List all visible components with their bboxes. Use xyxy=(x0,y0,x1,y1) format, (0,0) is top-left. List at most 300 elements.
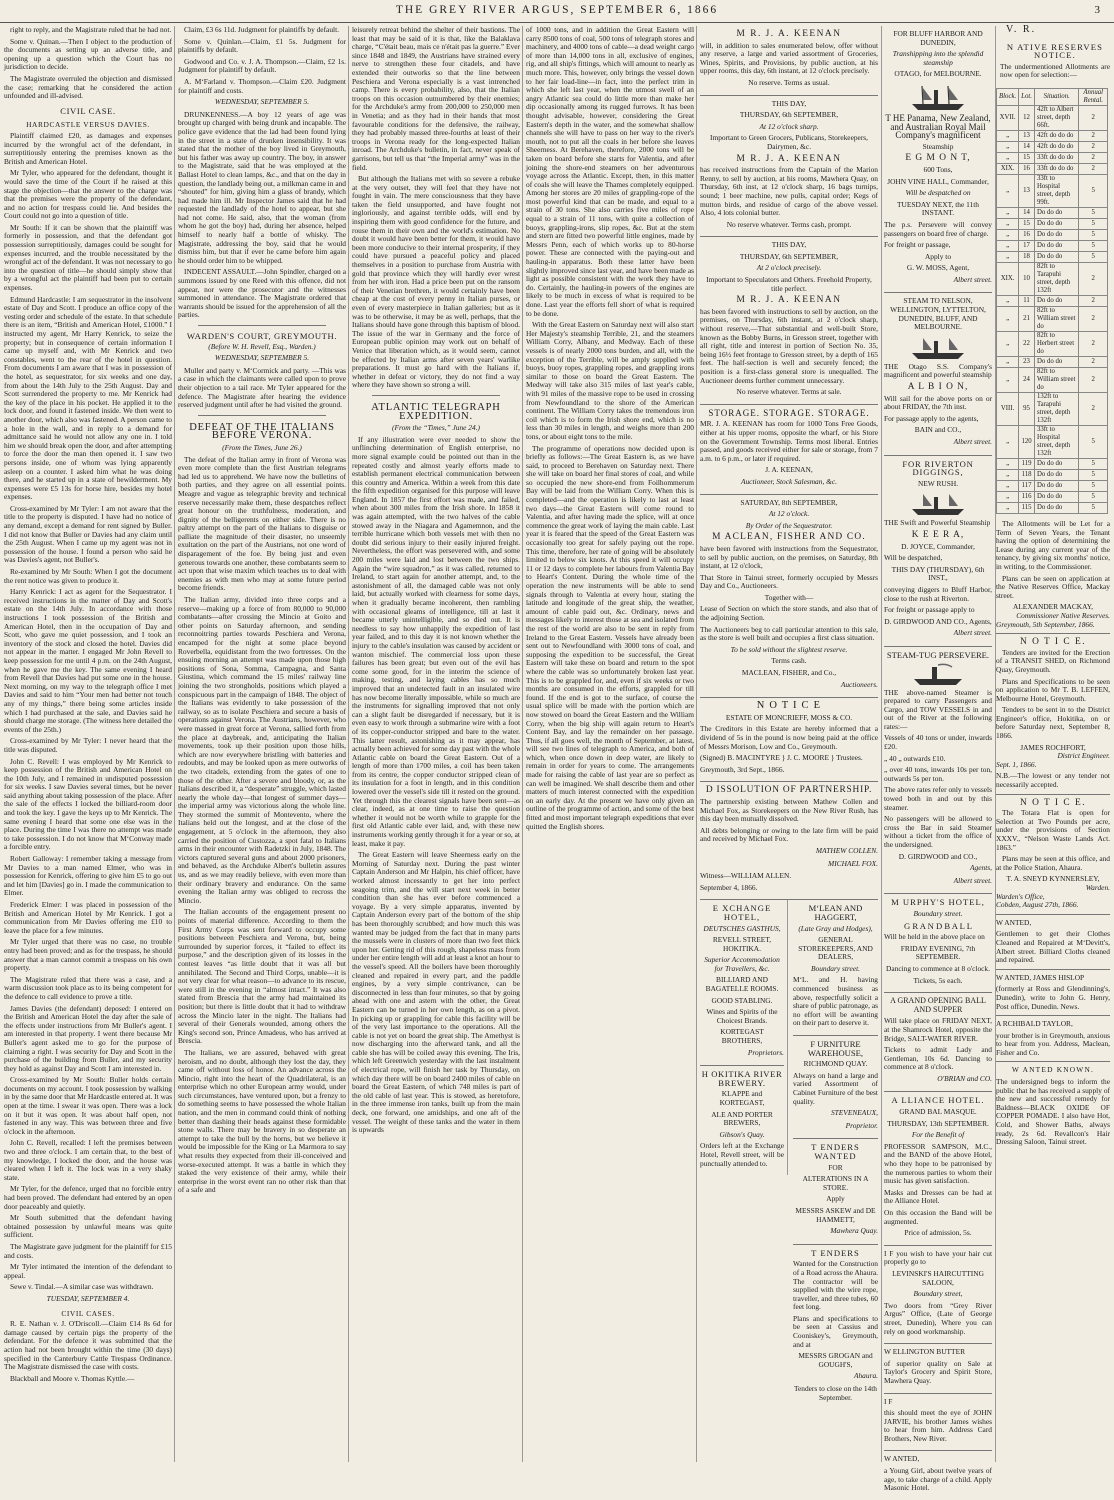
cell-rental: 5 xyxy=(1079,219,1108,230)
cell-block: „ xyxy=(997,142,1019,153)
section-heading: CIVIL CASE. xyxy=(60,105,116,116)
cell-lot: 16 xyxy=(1019,164,1035,175)
paragraph: DRUNKENNESS.—A boy 12 years of age was brought up charged with being drunk and incapable. The police gave evidence that the lad had been found lying in the street in a state of drunken insensibility. It was stated that the mother of the boy lived in Greymouth, but his father was away up country. The boy, in answer to the Magistrate, said that he was employed at the Ballast Hotel to clean lamps, &c., and that on the day in question, the landlady being out, a milkman came in and “shouted” for him, giving him a glass of brandy, which had made him ill. Mr Inspector James said that he had requested the landlady of the hotel to appear, but she had not come. He said, also, that the woman (from whom he got the boy) had, during her absence, helped himself to nearly half a bottle of whisky. The Magistrate, addressing the boy, said that he would dismiss him, but that if ever he came before him again he should order him to be whipped. xyxy=(178,109,346,265)
cell-block: „ xyxy=(997,296,1019,307)
ad-body: THE above-named Steamer is prepared to carry Passengers and Cargo, and TOW VESSELS in and out of the River at the following rates:— xyxy=(884,687,992,731)
ad-date: Sept. 1, 1866. xyxy=(996,759,1037,769)
cell-lot: 14 xyxy=(1019,208,1035,219)
rate-line: Vessels of 40 tons or under, inwards £20. xyxy=(884,733,992,752)
ad-signature: D. GIRDWOOD AND CO., Agents, xyxy=(884,616,992,626)
paragraph: John C. Revell, recalled: I left the premises between two and three o'clock. I am certain that, to the best of my knowledge, I locked the door, and the house was cleared when I left it. The lock was in a very shaky state. xyxy=(4,1138,172,1182)
ad-subtitle: ESTATE OF MONCRIEFF, MOSS & CO. xyxy=(725,712,853,722)
table-row xyxy=(997,459,1108,470)
table-row xyxy=(997,296,1108,307)
column-header-lot: Lot. xyxy=(1019,89,1035,106)
table-row xyxy=(997,164,1108,175)
ad-body: Orders left at the Exchange Hotel, Revell street, will be punctually attended to. xyxy=(700,1141,784,1168)
ad-date: TUESDAY NEXT, the 11th INSTANT. xyxy=(897,199,979,218)
ad-title: F URNITURE WAREHOUSE, xyxy=(807,1039,864,1058)
ad-title: W ANTED, JAMES HISLOP xyxy=(996,972,1085,982)
cell-lot: 115 xyxy=(1019,503,1035,514)
hotel-advertisement xyxy=(700,900,784,1066)
ad-body: On this occasion the Band will be augmented. xyxy=(884,1208,992,1226)
cell-lot: 118 xyxy=(1019,470,1035,481)
reserves-table-wrapper xyxy=(996,88,1110,1150)
cell-rental: 5 xyxy=(1079,230,1108,241)
cell-rental: 5 xyxy=(1079,492,1108,503)
ad-body: Together with— xyxy=(764,592,814,602)
ad-signature: J. A. KEENAN, xyxy=(765,465,813,475)
table-row xyxy=(997,142,1108,153)
paragraph: A. M‘Farland v. Thompson.—Claim £20. Judgment for plaintiff and costs. xyxy=(178,76,346,95)
cell-lot: 14 xyxy=(1019,142,1035,153)
ad-title: STORAGE. STORAGE. STORAGE. xyxy=(708,407,870,418)
cell-situation: Do do do xyxy=(1034,252,1078,263)
table-row xyxy=(997,470,1108,481)
ad-title: W ANTED KNOWN. xyxy=(1011,1065,1095,1075)
cell-rental: 5 xyxy=(1079,459,1108,470)
cell-situation: Do do do xyxy=(1034,230,1078,241)
paragraph: Edmund Hardcastle: I am sequestrator in the insolvent estate of Day and Scott. I produce an office copy of the vesting order and schedule of the estate. In that schedule there is an item, “British and American Hotel, £1000.” I instructed my agent, Mr Harry Kenrick, to seize the property; but in consequence of certain information I came up myself and, with Mr Kenrick and two constables, went to the rear of the hotel in question. From documents I am aware that I was in possession of the hotel, as sequestrator, for six weeks and one day, from about the 14th July to the 25th August. Day and Scott surrendered the property to me. Mr Kenrick had the key of the place in his pocket. He applied it to the lock door, and found it fastened inside. We then went to another door, which also was fastened. A person came to a hole in the wall, and in reply to a demand for admittance said he would not allow any one in. I told him we should break open the door, and after attempting to force the door the man then opened it. I saw two persons inside, one of whom was lying apparently asleep on a counter. I asked him what he was doing there, and he started up in a state of bewilderment. My expenses were £5 13s for horse hire, besides my hotel expenses. xyxy=(4,294,172,502)
paragraph: Godwood and Co. v. J. A. Thompson.—Claim, £2 1s. Judgment for plaintiff by default. xyxy=(178,56,346,75)
section-heading: CIVIL CASES. xyxy=(61,1308,115,1318)
road-tenders-advertisement xyxy=(793,1245,878,1410)
ad-body: Tickets to admit Lady and Gentleman, 10s 6d. Dancing to commence at 8 o'clock. xyxy=(884,1045,992,1072)
cell-rental: 2 xyxy=(1079,332,1108,357)
ad-body: this should meet the eye of JOHN JARVIE, his brother James wishes to hear from him. Address Card Brothers, New River. xyxy=(884,1408,992,1443)
ad-body: For freight or passage apply to xyxy=(884,605,975,615)
cell-situation: Do do do xyxy=(1034,208,1078,219)
cell-rental: 5 xyxy=(1079,426,1108,459)
ad-title: STEAM-TUG PERSEVERE. xyxy=(886,649,990,660)
cell-block: „ xyxy=(997,219,1019,230)
dateline: TUESDAY, SEPTEMBER 4. xyxy=(46,1293,130,1303)
ad-body: your brother is in Greymouth, anxious to hear from you. Address, Maclean, Fisher and Co. xyxy=(996,1030,1110,1057)
article-source: (From the “Times,” June 24.) xyxy=(392,423,480,433)
ad-body: For passage apply to the agents, xyxy=(884,413,979,423)
ad-date: Greymouth, 5th September, 1866. xyxy=(996,619,1095,629)
cell-lot: 10 xyxy=(1019,263,1035,296)
ad-signature: JAMES ROCHFORT, xyxy=(1020,742,1086,752)
ad-subtitle: Important to Green Grocers, Publicans, Storekeepers, Dairymen, &c. xyxy=(709,133,869,151)
ad-signature: O'BRIAN and CO. xyxy=(937,1073,992,1083)
ad-subtitle: D. JOYCE, Commander, xyxy=(901,541,975,551)
ad-date: Cobden, August 27th, 1866. xyxy=(996,900,1079,910)
paragraph: Plaintiff claimed £20, as damages and expenses incurred by the wrongful act of the defendant, in surreptitiously entering the premises known as the British and American Hotel. xyxy=(4,130,172,166)
cell-rental: 2 xyxy=(1079,106,1108,131)
dissolution-notice xyxy=(700,782,878,900)
brewery-advertisement xyxy=(700,1066,784,1175)
column-2-news xyxy=(178,26,346,1462)
table-row xyxy=(997,332,1108,357)
paragraph: The Italian accounts of the engagement present no points of material difference. According to them the First Army Corps was sent forward to occupy some positions between Peschiera and Verona, but, being surrounded by superior forces, it “failed to effect its purpose,” and the description given of its losses in the contest leaves “as little doubt that it was all but annihilated. The Second and Third Corps, unable—it is not very clear for what reason—to advance to its rescue, were still in the evening in “almost intact.” It was also stated from Brescia that the army had maintained its position; but there is little doubt that it had to withdraw across the Mincio later in the night. The Italians had several of their Generals wounded, among others the King's second son, Prince Amadeus, who has arrived at Brescia. xyxy=(178,907,346,1046)
ship-name: K E E R A, xyxy=(911,529,965,540)
cell-situation: 42ft do do do xyxy=(1034,142,1078,153)
divider xyxy=(996,794,1110,795)
table-row xyxy=(997,393,1108,426)
bal-masque-advertisement xyxy=(884,1092,992,1245)
ad-terms: No reserve whatever. Terms at sale. xyxy=(736,387,842,397)
ad-body: of superior quality on Sale at Taylor's Grocery and Spirit Store, Mawhera Quay. xyxy=(884,1358,992,1385)
paragraph: Cross-examined by Mr Tyler: I never heard that the title was disputed. xyxy=(4,736,172,754)
ad-signature-title: Ahaura. xyxy=(853,1371,878,1381)
column-1-court-reports xyxy=(4,26,172,1462)
ad-title: M R. J. A. KEENAN xyxy=(736,153,842,164)
ad-date: September 4, 1866. xyxy=(700,882,758,892)
table-row xyxy=(997,175,1108,208)
ad-signature-title: Commissioner Native Reserves. xyxy=(1016,610,1110,620)
ad-body: Tenders to be sent in to the District Engineer's office, Hokitika, on or before Saturday next, September 8, 1866. xyxy=(996,705,1110,741)
cell-rental: 2 xyxy=(1079,164,1108,175)
ad-signature: MESSRS GROGAN and GOUGH'S, xyxy=(798,1351,873,1369)
ad-date: THURSDAY, 13th SEPTEMBER. xyxy=(887,1118,989,1128)
ad-title: FOR BLUFF HARBOR AND DUNEDIN, xyxy=(893,29,983,47)
ad-date: THURSDAY, 6th SEPTEMBER, xyxy=(739,251,839,261)
ad-body: Plans and Specifications to be seen on application to Mr T. B. LEFFEN, Melbourne Hotel, Greymouth. xyxy=(996,676,1110,703)
paragraph: The programme of operations now decided upon is briefly as follows:—The Great Eastern is, as we have said, to proceed to Berehaven on Saturday next. There she will take on board her final stores of coal, and while so occupied the new shore-end from Foilhommerum Bay will be laid from the William Corry. When this is completed—and the operation is likely to last at least two days—the Great Eastern will come round to Valentia, and after having made the splice, will at once commence the great work of laying the main cable. Last year it is feared that the speed of the Great Eastern was occasionally too great for safely paying out the rope. This time, therefore, her rate of going will be absolutely limited to below six knots. At this speed it will occupy 11 or 12 days to complete her labours from Valentia Bay to Heart's Content. During the whole time of the operation the new instruments will be able to send signals through to Valentia at every hour, stating the latitude and longitude of the great ship, the weather, amount of cable paid out, &c. Ordinary, news and messages likely to interest those at sea and isolated from the rest of the world are also to be sent in reply from Ireland to the Great Eastern. Vessels have already been sent out to Newfoundland with 3000 tons of coal, and supposing the expedition to be successful, the Great Eastern will take these on board and return to the spot where the cable was so unfortunately broken last year. This is to be grappled for, and, even if six weeks or two months are consumed in the efforts, grappled for till found. If the end is got to the surface, of course the usual splice will be made with the portion which are now stowed on board the Great Eastern and the William Corry, when the big ship will again return to Heart's Content Bay, and lay the remainder on her passage. Thus, if all goes well, the month of September, at latest, will see two lines of telegraph to America, and both of which, when once down in deep water, are likely to remain in order for years to come. The arrangements made for raising the cable of last year are so perfect as can well be imagined. We shall describe them and other matters of much interest connected with the expedition on an early day. At the present we have only given an outline of the programme of action, and some of the best fitted and most important telegraph expeditions that ever quitted the English shores. xyxy=(526,443,694,831)
ball-advertisement xyxy=(884,894,992,993)
cell-block: „ xyxy=(997,153,1019,164)
cell-situation: Do do do xyxy=(1034,219,1078,230)
ad-signature-title: Mawhera Quay. xyxy=(830,1226,878,1236)
ad-signature: STEVENEAUX, xyxy=(830,1108,878,1118)
ad-title: W ANTED, xyxy=(884,1454,920,1464)
ad-body: Price of admission, 5s. xyxy=(904,1228,972,1238)
table-row xyxy=(997,263,1108,296)
ad-body: Masks and Dresses can be had at the Alliance Hotel. xyxy=(884,1187,992,1206)
column-header-situation: Situation. xyxy=(1034,89,1078,106)
cell-block: „ xyxy=(997,459,1019,470)
paragraph: INDECENT ASSAULT.—John Spindler, charged on a summons issued by one Reed with this offence, did not appear, nor were the prosecutor and the witnesses summoned in attendance. The Magistrate ordered that warrants should be issued for the apprehension of all the parties. xyxy=(178,267,346,320)
masthead-title: THE GREY RIVER ARGUS, SEPTEMBER 6, 1866 xyxy=(395,4,719,16)
ad-body: M‘L. and H. having commenced business as above, respectfully solicit a share of public patronage, as no effort will be awanting on their part to deserve it. xyxy=(793,975,878,1028)
ad-signature-title: Albert street. xyxy=(953,875,992,885)
column-rule xyxy=(696,26,697,1462)
ad-title: N ATIVE RESERVES NOTICE. xyxy=(1006,41,1104,61)
table-row xyxy=(997,208,1108,219)
ad-body: GOOD STABLING. xyxy=(711,995,773,1005)
ad-subtitle: GRAND BAL MASQUE. xyxy=(899,1107,977,1117)
ad-date: THURSDAY, 6th SEPTEMBER, xyxy=(739,110,839,120)
page-number: 3 xyxy=(1094,4,1100,16)
cell-situation: Do do do xyxy=(1034,481,1078,492)
ad-body: Tenders to close on the 14th September. xyxy=(793,1384,878,1402)
cell-situation: Do do do xyxy=(1034,357,1078,368)
shipping-advertisement xyxy=(884,26,992,293)
paragraph: James Davies (the defendant) deposed: I entered on the British and American Hotel the day after the sale of the effects under instructions from Mr Buller's agent. I am interested in that property. I went there because Mr Buller's agent asked me to go for the purpose of claiming a right. I was security for Day and Scott in the purchase of the building from Buller, and my security they hold as against Day and Scott I am interested in. xyxy=(4,1003,172,1073)
ad-title: A LLIANCE HOTEL. xyxy=(891,1095,985,1106)
paragraph: The Great Eastern will leave Sheerness early on the Morning of Saturday next. During the past winter Captain Anderson and Mr Halpin, his chief officer, have worked almost incessantly to get her into perfect seagoing trim, and the will start next week in better condition than she has ever before commenced a voyage. By a very simple apparatus, invented by Captain Anderson every part of the bottom of the ship has been thoroughly scrubbed; and how much this was wanted may be judged from the fact that in many parts the mussels were in clusters of more than two feet thick upon her. Getting rid of this rough, shapeless mass from under her entire length will add at least a knot an hour to the vessel's speed. All the boilers have been thoroughly cleaned and repaired in every part, and the paddle engines, by a very simple contrivance, can be disconnected in less than four minutes, so that by going ahead with one and astern with the other, the Great Eastern can be turned in her own length, as on a pivot. In picking up or grappling for cable this facility will be of the very last importance to the operations. All the cable is not yet on board the great ship. The Amethyst is now discharging into the afterward tank, and all the cable she has will be coiled away this evening. The Iris, which left Greenwich yesterday with the last instalment of electrical rope, will finish her task by Thursday, on which day there will be on board 2400 miles of cable on board the Great Eastern, of which 748 miles is part of the old cable of last year. This is stowed, as heretofore, in the three immense iron tanks, built up from the main deck, one forward, one amidships, and one aft of the vessel. The weight of these tanks and the water in them is upwards xyxy=(352,850,520,1135)
cell-lot: 23 xyxy=(1019,357,1035,368)
ad-body: The p.s. Persevere will convey passengers on board free of charge. xyxy=(884,219,992,238)
cell-situation: 33ft do do do xyxy=(1034,164,1078,175)
column-4-news xyxy=(526,26,694,1462)
paragraph: Robert Galloway: I remember taking a message from Mr Davies to a man named Elmer, who was in possession for Kenrick, offering to give him £5 to go out and let him [Davies] go in. I made the communication to Elmer. xyxy=(4,854,172,898)
ad-subtitle: ALTERATIONS IN A STORE. xyxy=(802,1174,869,1192)
ad-subtitle: KLAPPE and KORTEGAST, xyxy=(719,1089,765,1107)
section-heading: WARDEN'S COURT, GREYMOUTH. xyxy=(186,331,338,341)
table-row xyxy=(997,426,1108,459)
ad-title: D ISSOLUTION OF PARTNERSHIP. xyxy=(705,785,873,796)
ad-body: will, in addition to sales enumerated below, offer without any reserve, a large and varied assortment of Groceries, Wines, Spirits, and Provisions, by public auction, at his upper rooms, this day, 6th instant, at 12 o'clock precisely. xyxy=(700,40,878,76)
reserves-notice-footer xyxy=(996,520,1110,1147)
column-3-news xyxy=(352,26,520,1462)
column-rule xyxy=(174,26,175,1462)
auction-advertisement xyxy=(700,96,878,238)
ad-body: Tenders are invited for the Erection of a TRANSIT SHED, on Richmond Quay, Greymouth. xyxy=(996,647,1110,674)
paragraph: The Italians, we are assured, behaved with great heroism, and no doubt, although they lost the day, they came off without loss of honor. An advance across the Mincio, right into the heart of the Quadrilateral, is an enterprise which no other European army would, under such circumstances, have ventured upon, but a frenzy to do something seems to have possessed the whole Italian nation, and the men in command could think of nothing better than dashing their heads against these formidable stone walls. There may be bravery in so desperate an attempt to take the bull by the horns, but we believe it would be impossible for the King or La Marmora to say what results they expected from their ill-conceived and worse-executed attempt. It was a battle in which they staked the very existence of their army, while their enterprise in the worst event ran no other risk than that of a safe and xyxy=(178,1047,346,1195)
ad-date: FRIDAY EVENING, 7th SEPTEMBER. xyxy=(900,943,976,962)
ad-subtitle: RICHMOND QUAY. xyxy=(803,1059,868,1069)
ad-date: Warden's Office, xyxy=(996,891,1045,901)
personal-notice xyxy=(884,1394,992,1452)
cell-situation: 82ft to Herbert street do xyxy=(1034,332,1078,357)
lower-ad-left xyxy=(700,900,788,1175)
ad-body: Lease of Section on which the store stands, and also that of the adjoining Section. xyxy=(700,604,878,623)
ad-body: Plans can be seen on application at the Native Reserves Office, Mackay street. xyxy=(996,573,1110,600)
ad-subtitle: Will be despatched on xyxy=(905,188,971,198)
ad-signature: G. W. MOSS, Agent, xyxy=(906,263,970,273)
ad-title: T ENDERS xyxy=(811,1247,860,1258)
reserves-table-body xyxy=(997,106,1108,514)
dateline: WEDNESDAY, SEPTEMBER 5. xyxy=(214,353,310,363)
ad-subtitle: 600 Tons, xyxy=(923,164,953,174)
cell-situation: 82ft to William street do xyxy=(1034,368,1078,393)
ship-name: E G M O N T, xyxy=(905,153,971,164)
paragraph: Mr Tyler, who appeared for the defendant, thought it would save the time of the Court if he raised at this stage the objection—that the answer to the charge was that the premises were the property of the defendant, and no action for trespass could lie. And besides the Court could not go into a question of title. xyxy=(4,168,172,221)
paragraph: Some v. Quinlan.—Claim, £1 5s. Judgment for plaintiffs by default. xyxy=(178,36,346,55)
ad-subtitle: Boundary street. xyxy=(811,963,860,973)
ad-title: W ELLINGTON BUTTER xyxy=(884,1347,966,1357)
ad-body: Will be held in the above place on xyxy=(884,932,985,942)
cell-rental: 5 xyxy=(1079,252,1108,263)
paragraph: Frederick Elmer: I was placed in possession of the British and American Hotel by Mr Kenrick. I got a communication from Mr Davies offering me £10 to leave the place for a few minutes. xyxy=(4,900,172,935)
column-rule xyxy=(881,26,882,1462)
ad-body: a Young Girl, about twelve years of age, to take charge of a child. Apply Masonic Hotel. xyxy=(884,1466,992,1493)
column-5-advertisements xyxy=(700,26,878,1462)
paragraph: Harry Kenrick: I act as agent for the Sequestrator. I received instructions in the matter of Day and Scott's estate on the 14th July. In accordance with those instructions I took possession of the British and American Hotel, then in the occupation of Day and Scott, who gave me quiet possession, and I took an inventory of the stock and closed the hotel. Davies did not appear in the matter. I engaged Mr John Revell to keep possession for me until 4 p.m. on the 24th August, when he gave me the key. The same evening I heard from Revell that Davies had put some one in the house. Next morning, on my way to the telegraph office I met Davies and said to him “Your men had better not touch any of my things,” there being some articles inside which I had purchased at the sale, and Davies said he should charge me storage. (The witness here detailed the events of the 25th.) xyxy=(4,587,172,734)
furniture-advertisement xyxy=(793,1036,878,1139)
cell-rental: 2 xyxy=(1079,263,1108,296)
cell-situation: 132ft to Tarapuhi street, depth 132ft xyxy=(1034,393,1078,426)
ad-body: conveying diggers to Bluff Harbor, close to the rush at Riverton. xyxy=(884,584,992,603)
masthead xyxy=(0,0,1114,23)
cell-situation: 42ft do do do xyxy=(1034,131,1078,142)
ad-subtitle: Gibson's Quay. xyxy=(719,1129,765,1139)
ad-body: The Auctioneers beg to call particular attention to this sale, as the store is well built and occupies a first class situation. xyxy=(700,624,878,643)
paragraph: Claim, £3 6s 11d. Judgment for plaintiffs by default. xyxy=(184,25,339,34)
ad-title: M R. J. A. KEENAN xyxy=(736,295,842,306)
ad-time: At 12 o'clock. xyxy=(768,509,810,519)
sequestrator-sale-advertisement xyxy=(700,495,878,699)
divider xyxy=(198,325,326,326)
ad-title: N O T I C E. xyxy=(1019,637,1087,648)
ad-body: The Allotments will be Let for a Term of Seven Years, the Tenant having the option of determining the Lease during any current year of the tenancy, by giving six months' notice, in writing, to the Commissioner. xyxy=(996,519,1110,571)
ball-advertisement xyxy=(884,993,992,1092)
ad-witness: Witness—WILLIAM ALLEN. xyxy=(700,871,792,881)
cell-block: „ xyxy=(997,357,1019,368)
cell-lot: 95 xyxy=(1019,393,1035,426)
cell-situation: 33ft to Hospital street, depth 99ft. xyxy=(1034,175,1078,208)
dateline: WEDNESDAY, SEPTEMBER 5. xyxy=(214,97,310,107)
cell-block: „ xyxy=(997,131,1019,142)
cell-block: „ xyxy=(997,175,1019,208)
ad-signature-title: Auctioneers. xyxy=(840,679,878,689)
ad-body: Plans may be seen at this office, and at the Police Station, Ahaura. xyxy=(996,854,1110,872)
ad-body: That Store in Tainui street, formerly occupied by Messrs Day and Co., Auctioneers. xyxy=(700,572,878,591)
steam-tug-advertisement xyxy=(884,647,992,894)
cell-rental: 2 xyxy=(1079,131,1108,142)
cell-lot: 15 xyxy=(1019,153,1035,164)
cell-block: VIII. xyxy=(997,393,1019,426)
ad-title: M R. J. A. KEENAN xyxy=(736,29,842,39)
divider xyxy=(996,1061,1110,1062)
ad-subtitle: DEUTSCHES GASTHUS, xyxy=(703,923,781,933)
ad-subtitle: LEVINSKI'S HAIRCUTTING SALOON, xyxy=(892,1268,984,1287)
paragraph: Mr Tyler intimated the intention of the defendant to appeal. xyxy=(4,1262,172,1280)
table-row xyxy=(997,106,1108,131)
ad-signature-title: Proprietor. xyxy=(845,1120,878,1130)
subheading: (Before W. H. Revell, Esq., Warden.) xyxy=(208,341,316,351)
case-heading: HARDCASTLE VERSUS DAVIES. xyxy=(26,120,150,130)
lower-ad-right xyxy=(791,900,878,1409)
ad-time: At 2 o'clock precisely. xyxy=(756,263,822,273)
cell-lot: 117 xyxy=(1019,481,1035,492)
table-row xyxy=(997,153,1108,164)
ad-body: THE Swift and Powerful Steamship xyxy=(884,518,991,528)
cell-lot: 17 xyxy=(1019,241,1035,252)
cell-rental: 5 xyxy=(1079,241,1108,252)
ad-title: M‘LEAN AND HAGGERT, xyxy=(808,903,863,922)
table-row xyxy=(997,503,1108,514)
ad-title: A GRAND OPENING BALL AND SUPPER xyxy=(890,996,986,1014)
paragraph: The defeat of the Italian army in front of Verona was even more complete than the first Austrian telegrams had led us to apprehend. We have now the bulletins of both parties, and they agree on all essential points. Meagre and vague as telegraphic brevity and technical reserve necessarily make them, these despatches reflect great honour on the truthfulness, moderation, and dignity of the belligerents on either side. There is no paltry attempt on the part of the Italians to disguise or palliate the magnitude of their disaster, no unseemly exultation on the part of the Austrians, not one word of disparagement of the foe. By being just and even generous towards one another, these combatants seem to act upon that wise maxim which teaches us to deal with enemies as with men who may at some future period become friends. xyxy=(178,454,346,593)
ad-subtitle: REVELL STREET, HOKITIKA. xyxy=(712,935,772,953)
cell-rental: 5 xyxy=(1079,175,1108,208)
ad-subtitle: G R A N D B A L L xyxy=(904,920,972,931)
ad-body: has been favored with instructions to sell by auction, on the premises, on Thursday, 6th instant, at 2 o'clock sharp, without reserve,—That substantial and well-built Store, known as the Bobby Burns, in Gresson street, together with all right, title and interest in portion of Section No. 35, being 16½ feet frontage to Gresson street, by a depth of 165 feet. The half-section is well and securely fenced; the position is a first-class general store is unequalled. The Auctioneer deems further comment unnecessary. xyxy=(700,306,878,385)
cell-situation: 42ft to Albert street, depth 66ft. xyxy=(1034,106,1078,131)
ad-signature-title: Albert street. xyxy=(953,628,992,638)
ad-body: The Totara Flat is open for Selection at Two Pounds per acre, under the provisions of Section XXXV., “Nelson Waste Lands Act. 1863.” xyxy=(996,808,1110,852)
cell-lot: 16 xyxy=(1019,230,1035,241)
cell-situation: 82ft to Tarapuhi street, depth 132ft xyxy=(1034,263,1078,296)
ad-title: STEAM TO NELSON, WELLINGTON, LYTTELTON, DUNEDIN, BLUFF, AND MELBOURNE. xyxy=(890,296,986,332)
ad-signature: T. A. SNEYD KYNNERSLEY, xyxy=(1006,874,1100,884)
ad-terms: No reserve. Terms as usual. xyxy=(748,77,830,87)
shipping-advertisement xyxy=(884,293,992,455)
cell-situation: Do do do xyxy=(1034,503,1078,514)
article-headline: ATLANTIC TELEGRAPH EXPEDITION. xyxy=(371,401,501,422)
cell-situation: Do do do xyxy=(1034,459,1078,470)
ad-subtitle: Boundary street. xyxy=(913,908,963,918)
ad-time: At 12 o'clock sharp. xyxy=(759,121,819,131)
ad-signature: MICHAEL FOX. xyxy=(828,858,878,868)
ad-signature-title: Albert street. xyxy=(953,274,992,284)
ad-signature-title: Proprietors. xyxy=(747,1047,784,1057)
estate-notice xyxy=(700,698,878,782)
paragraph: R. E. Nathan v. J. O'Driscoll.—Claim £14 8s 6d for damage caused by certain pigs the property of the defendant. For the defence it was submitted that the action had not been brought within the time (30 days) specified in the Canterbury Cattle Trespass Ordinance. The Magistrate dismissed the case with costs. xyxy=(4,1319,172,1372)
cell-block: „ xyxy=(997,307,1019,332)
ad-body: All debts belonging or owing to the late firm will be paid and received by Michael Fox. xyxy=(700,825,878,844)
native-reserves-notice xyxy=(1000,39,1110,87)
ad-body: Wanted for the Construction of a Road across the Ahaura. The contractor will be supplied with the wire rope, traveller, and three tubes, 60 feet long. xyxy=(793,1259,878,1312)
paragraph: Blackball and Moore v. Thomas Kyttle.— xyxy=(10,1373,135,1383)
cell-block: „ xyxy=(997,208,1019,219)
ad-title: I F you wish to have your hair cut properly go to xyxy=(884,1248,992,1267)
cell-rental: 5 xyxy=(1079,470,1108,481)
ad-body: Will take place on FRIDAY NEXT, at the Shamrock Hotel, opposite the Bridge, SALT-WATER RIVER. xyxy=(884,1016,992,1043)
cell-lot: 12 xyxy=(1019,106,1035,131)
ad-body: For freight or passage, xyxy=(884,240,951,250)
ad-signature: KORTEGAST BROTHERS, xyxy=(720,1027,764,1046)
ad-date: Greymouth, 3rd Sept., 1866. xyxy=(700,764,785,774)
article-source: (From the Times, June 26.) xyxy=(222,442,302,452)
ad-body: Dancing to commence at 8 o'clock. xyxy=(886,963,990,973)
cell-lot: 18 xyxy=(1019,252,1035,263)
cell-lot: 22 xyxy=(1019,332,1035,357)
ad-title: THIS DAY, xyxy=(771,240,807,250)
cell-lot: 13 xyxy=(1019,175,1035,208)
cell-situation: 33ft do do do xyxy=(1034,153,1078,164)
shipping-column xyxy=(884,26,996,1493)
cell-block: „ xyxy=(997,230,1019,241)
ad-signature: MATHEW COLLEN. xyxy=(815,845,878,855)
table-row xyxy=(997,241,1108,252)
cell-lot: 120 xyxy=(1019,426,1035,459)
ad-title: M URPHY'S HOTEL, xyxy=(891,897,985,908)
divider xyxy=(372,395,500,396)
paragraph: The Magistrate ruled that there was a case, and a warm discussion took place as to its being competent for the defence to call evidence to prove a title. xyxy=(4,974,172,1001)
ad-subtitle: FOR xyxy=(828,1162,843,1172)
cell-rental: 5 xyxy=(1079,481,1108,492)
cell-block: „ xyxy=(997,503,1019,514)
paragraph: John C. Revell: I was employed by Mr Kenrick to keep possession of the British and American Hotel on the 10th July, and I remained in undisputed possession for six weeks. I saw Davies several times, but he never said anything about taking possession of the place. After the sale of the effects I locked the billiard-room door and took the key. I gave the keys up to Mr Kenrick. The same evening I heard that some one else was in the place. During the time I was there no attempt was made to take possession. I do not know that M‘Conway made a forcible entry. xyxy=(4,756,172,852)
ad-body: Plans and specifications to be seen at Cassius and Cooniskey's, Greymouth, and at xyxy=(793,1313,878,1349)
ad-body: To be sold without the slightest reserve. xyxy=(730,644,848,654)
paragraph: Mr South submitted that the defendant having obtained possession by unlawful means was quite sufficient. xyxy=(4,1213,172,1240)
paragraph: Sewe v. Tindal.—A similar case was withdrawn. xyxy=(10,1282,154,1292)
cell-block: „ xyxy=(997,470,1019,481)
paragraph: Some v. Quinan.—Then I object to the production of the documents as setting up an adverse title, and opening up a question which the Court has no jurisdiction to decide. xyxy=(4,36,172,72)
ad-title: A RCHIBALD TAYLOR, xyxy=(996,1019,1073,1029)
ad-title: FOR RIVERTON DIGGINGS, xyxy=(902,458,974,478)
divider xyxy=(996,914,1110,915)
cell-situation: Do do do xyxy=(1034,492,1078,503)
ad-body: (formerly at Ross and Glendinning's, Dunedin), write to John G. Henry, Post office, Dunedin. News. xyxy=(996,984,1110,1011)
cell-rental: 2 xyxy=(1079,357,1108,368)
ad-title: N O T I C E xyxy=(756,700,822,712)
divider xyxy=(198,415,326,416)
wanted-advertisement xyxy=(884,1451,992,1499)
table-row xyxy=(997,307,1108,332)
divider xyxy=(996,633,1110,634)
cell-block: „ xyxy=(997,368,1019,393)
ad-subtitle: Boundary street, xyxy=(913,1289,963,1299)
column-rule xyxy=(522,26,523,1462)
ad-body: PROFESSOR SAMPSON, M.C., and the BAND of the above Hotel, who they hope to be patronised by the numerous parties to whom their music has given satisfaction. xyxy=(884,1141,992,1186)
ad-body: Superior Accommodation for Travellers, &c. xyxy=(704,955,780,973)
table-row xyxy=(997,219,1108,230)
cell-situation: 82ft to William street do xyxy=(1034,307,1078,332)
paragraph: Cross-examined by Mr Tyler: I am not aware that the title to the property is disputed. I have had no notice of any demand, except a demand for rent signed by Buller. I did not know that Buller or Davies had any claim until the 25th August. When I came up my agent was not in possession of the house. I found a person who said he was Davies's agent, not Buller's. xyxy=(4,503,172,565)
table-row xyxy=(997,357,1108,368)
ad-date: THIS DAY (THURSDAY), 6th INST., xyxy=(891,564,985,583)
ad-terms: No reserve whatever. Terms cash, prompt. xyxy=(726,219,852,229)
cell-situation: Do do do xyxy=(1034,241,1078,252)
cell-block: „ xyxy=(997,492,1019,503)
paragraph: The Magistrate gave judgment for the plaintiff for £15 and costs. xyxy=(4,1241,172,1260)
